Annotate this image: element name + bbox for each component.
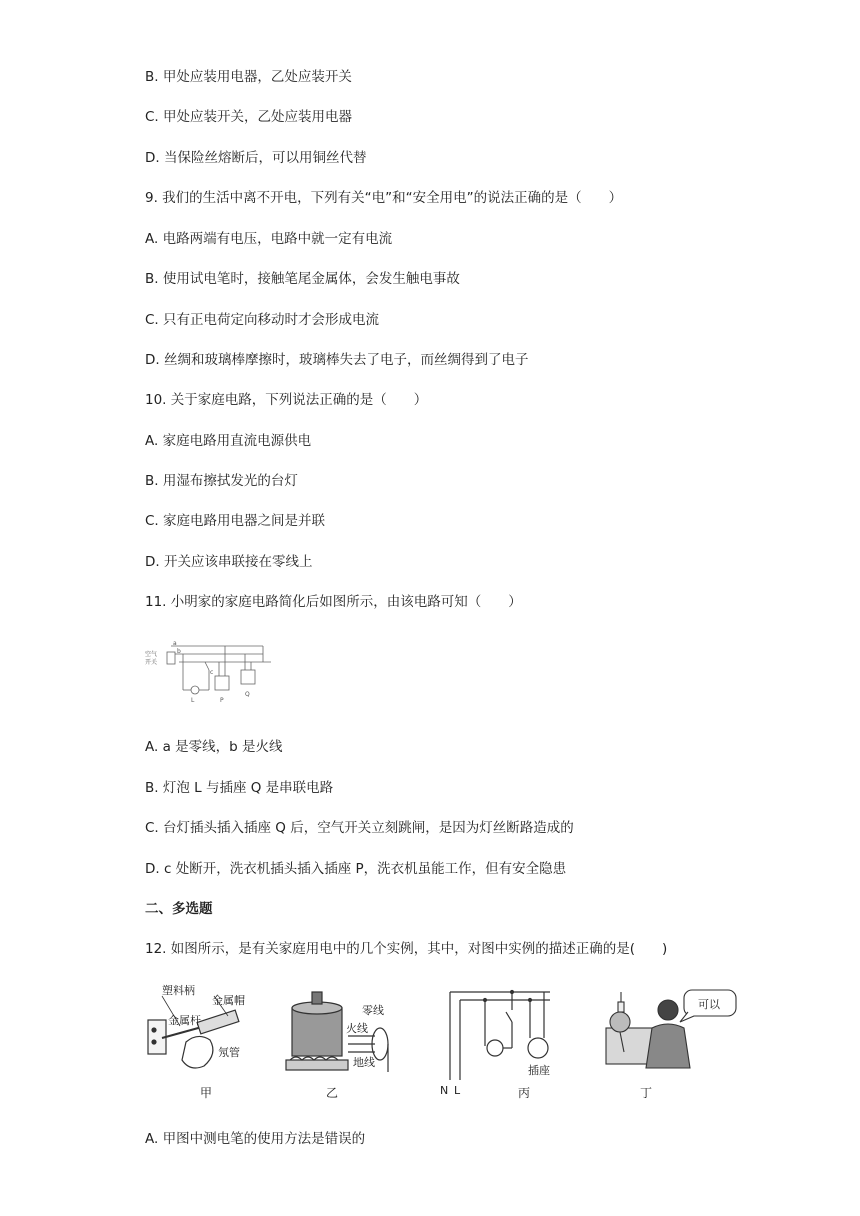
fig12-ding-bubble: 可以 (698, 998, 720, 1011)
fig12-bing-N: N (440, 1084, 449, 1097)
option-11d: D. c 处断开，洗衣机插头插入插座 P，洗衣机虽能工作，但有安全隐患 (145, 861, 567, 877)
fig12-jia-tube: 氖管 (218, 1046, 240, 1059)
option-10d: D. 开关应该串联接在零线上 (145, 554, 313, 570)
fig11-air-switch-2: 开关 (145, 659, 158, 666)
question-10: 10. 关于家庭电路，下列说法正确的是（ ） (145, 392, 428, 408)
fig12-yi-ground: 地线 (353, 1056, 375, 1069)
fig12-jia-caption: 甲 (200, 1086, 213, 1100)
question-11: 11. 小明家的家庭电路简化后如图所示，由该电路可知（ ） (145, 594, 522, 610)
option-9c: C. 只有正电荷定向移动时才会形成电流 (145, 312, 380, 328)
option-10c: C. 家庭电路用电器之间是并联 (145, 513, 326, 529)
fig12-ding-caption: 丁 (640, 1086, 653, 1100)
section-heading-multiple-choice: 二、多选题 (145, 901, 213, 917)
option-11a: A. a 是零线，b 是火线 (145, 739, 283, 755)
question-9: 9. 我们的生活中离不开电，下列有关“电”和“安全用电”的说法正确的是（ ） (145, 190, 623, 206)
fig12-bing-L: L (454, 1084, 461, 1097)
fig11-label-b: b (177, 648, 181, 655)
option-8b: B. 甲处应装用电器，乙处应装开关 (145, 69, 352, 85)
fig11-label-c: c (210, 669, 214, 676)
fig12-yi-caption: 乙 (326, 1086, 339, 1100)
question-12: 12. 如图所示，是有关家庭用电中的几个实例，其中，对图中实例的描述正确的是( ) (145, 941, 668, 957)
figure-11-circuit (143, 640, 278, 708)
fig12-bing-socket: 插座 (528, 1064, 550, 1077)
fig11-label-P: P (220, 697, 224, 704)
figure-12-examples (140, 982, 750, 1107)
fig12-jia-cap: 金属帽 (212, 994, 245, 1007)
option-8d: D. 当保险丝熔断后，可以用铜丝代替 (145, 150, 367, 166)
fig12-yi-live: 火线 (346, 1022, 368, 1035)
option-10b: B. 用湿布擦拭发光的台灯 (145, 473, 298, 489)
option-8c: C. 甲处应装开关，乙处应装用电器 (145, 109, 353, 125)
option-9b: B. 使用试电笔时，接触笔尾金属体，会发生触电事故 (145, 271, 460, 287)
option-11c: C. 台灯插头插入插座 Q 后，空气开关立刻跳闸，是因为灯丝断路造成的 (145, 820, 574, 836)
fig11-label-a: a (173, 640, 177, 647)
option-12a: A. 甲图中测电笔的使用方法是错误的 (145, 1131, 366, 1147)
fig12-jia-rod: 金属杆 (168, 1014, 201, 1027)
fig12-jia-plastic: 塑料柄 (162, 984, 195, 997)
fig12-bing-caption: 丙 (518, 1086, 531, 1100)
fig11-label-Q: Q (245, 691, 250, 698)
option-11b: B. 灯泡 L 与插座 Q 是串联电路 (145, 780, 334, 796)
option-10a: A. 家庭电路用直流电源供电 (145, 433, 312, 449)
fig11-label-L: L (191, 697, 195, 704)
fig11-air-switch-1: 空气 (145, 651, 158, 658)
option-9d: D. 丝绸和玻璃棒摩擦时，玻璃棒失去了电子，而丝绸得到了电子 (145, 352, 529, 368)
option-9a: A. 电路两端有电压，电路中就一定有电流 (145, 231, 393, 247)
fig12-yi-neutral: 零线 (362, 1004, 384, 1017)
